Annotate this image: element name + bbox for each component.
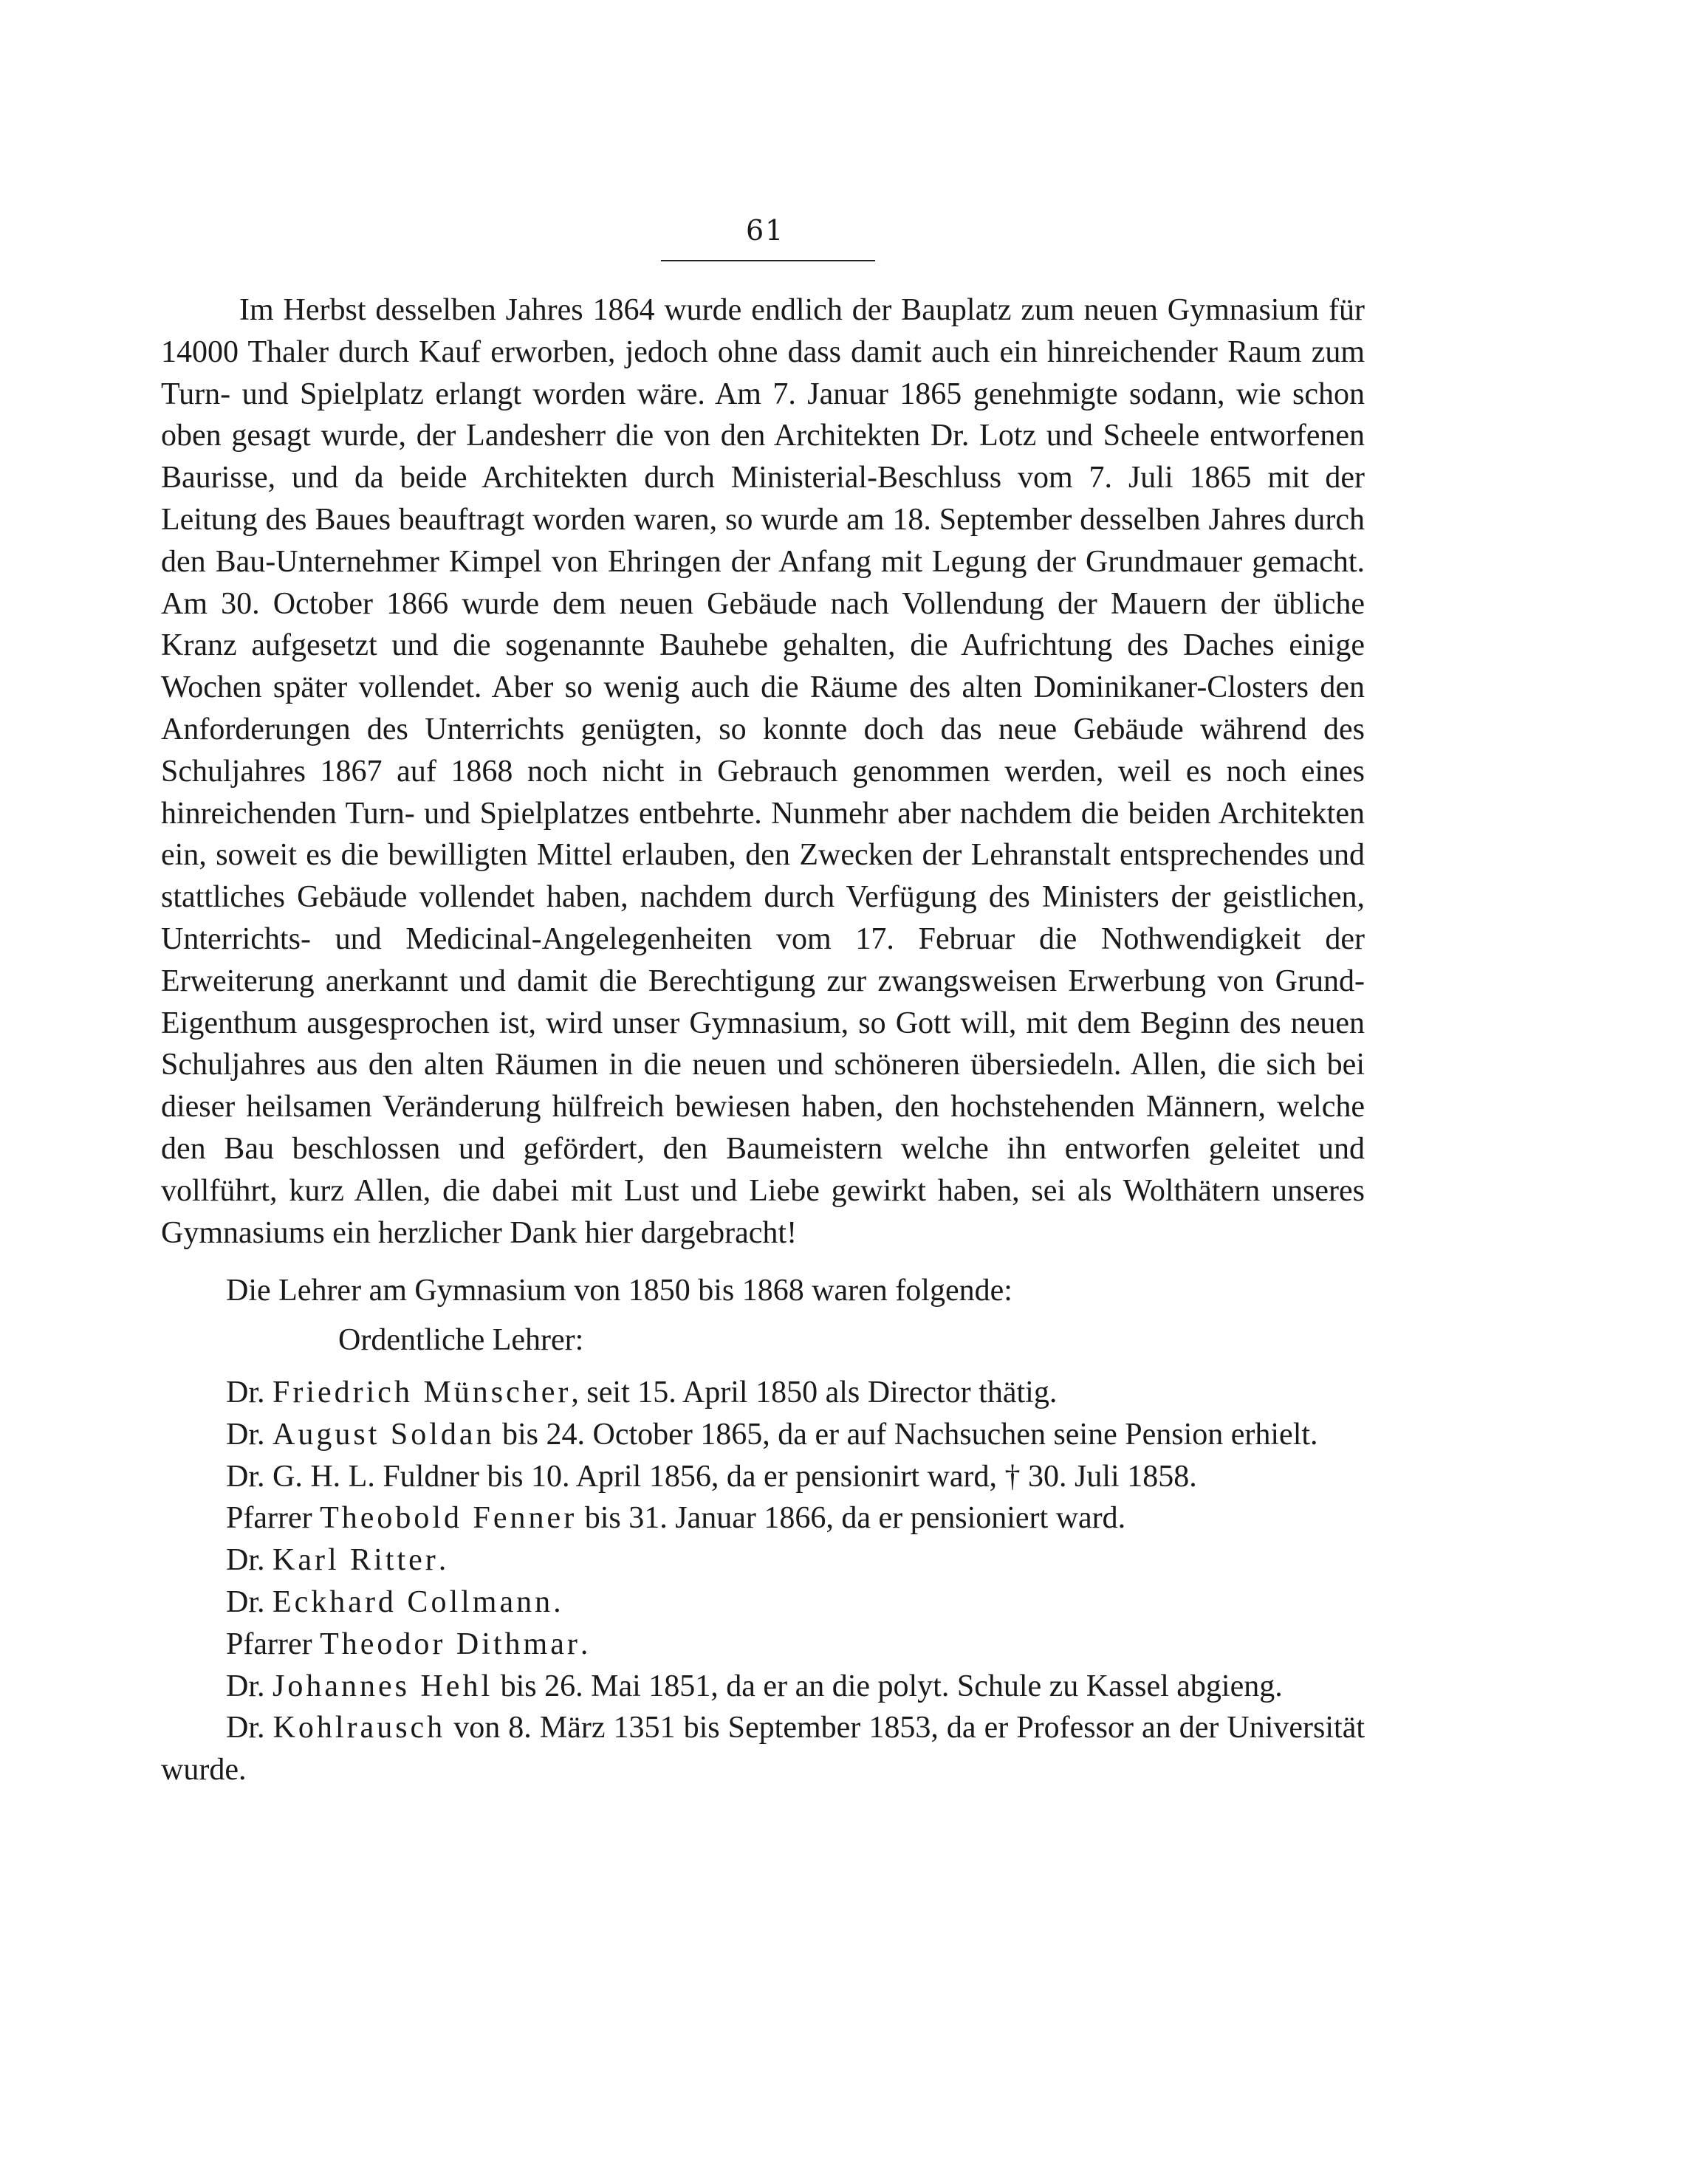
page-number-rule (661, 260, 875, 261)
teacher-entry (161, 1414, 1365, 1456)
teacher-details: bis 26. Mai 1851, da er an die polyt. Schule zu Kassel abgieng. (493, 1669, 1283, 1703)
teacher-title: Dr. (226, 1711, 265, 1745)
teacher-name: Karl Ritter (273, 1543, 439, 1578)
teacher-name: Johannes Hehl (273, 1669, 493, 1703)
teacher-title: Dr. (226, 1375, 265, 1409)
teacher-list (161, 1372, 1365, 1791)
teachers-heading: Die Lehrer am Gymnasium von 1850 bis 1868 waren folgende: (226, 1274, 1012, 1308)
teacher-title: Dr. (226, 1417, 265, 1452)
history-paragraph: Im Herbst desselben Jahres 1864 wurde endlich der Bauplatz zum neuen Gymnasium für 14000 Thaler durch Kauf erworben, jedoch ohne dass damit auch ein hinreichender Raum zum Turn- und Spielplatz erlangt worden wäre. Am 7. Januar 1865 genehmigte sodann, wie schon oben gesagt wurde, der Landesherr die von den Architekten Dr. Lotz und Scheele entworfenen Baurisse, und da beide Architekten durch Ministerial-Beschluss vom 7. Juli 1865 mit der Leitung des Baues beauftragt worden waren, so wurde am 18. September desselben Jahres durch den Bau-Unternehmer Kimpel von Ehringen der Anfang mit Legung der Grundmauer gemacht. Am 30. October 1866 wurde dem neuen Gebäude nach Vollendung der Mauern der übliche Kranz aufgesetzt und die sogenannte Bauhebe gehalten, die Aufrichtung des Daches einige Wochen später vollendet. Aber so wenig auch die Räume des alten Dominikaner-Closters den Anforderungen des Unterrichts genügten, so konnte doch das neue Gebäude während des Schuljahres 1867 auf 1868 noch nicht in Gebrauch genommen werden, weil es noch eines hinreichenden Turn- und Spielplatzes entbehrte. Nunmehr aber nachdem die beiden Architekten ein, soweit es die bewilligten Mittel erlauben, den Zwecken der Lehranstalt entsprechendes und stattliches Gebäude vollendet haben, nachdem durch Verfügung des Ministers der geistlichen, Unterrichts- und Medicinal-Angelegenheiten vom 17. Februar die Nothwendigkeit der Erweiterung anerkannt und damit die Berechtigung zur zwangsweisen Erwerbung von Grund-Eigenthum ausgesprochen ist, wird unser Gymnasium, so Gott will, mit dem Beginn des neuen Schuljahres aus den alten Räumen in die neuen und schöneren übersiedeln. Allen, die sich bei dieser heilsamen Veränderung hülfreich bewiesen haben, den hochstehenden Männern, welche den Bau beschlossen und gefördert, den Baumeistern welche ihn entworfen geleitet und vollführt, kurz Allen, die dabei mit Lust und Liebe gewirkt haben, sei als Wolthätern unseres Gymnasiums ein herzlicher Dank hier dargebracht! (161, 293, 1365, 1250)
teacher-entry (161, 1539, 1365, 1582)
page-number: 61 (746, 214, 785, 247)
teacher-details: , seit 15. April 1850 als Director thätig. (571, 1375, 1058, 1409)
teacher-title: Pfarrer (226, 1627, 312, 1661)
teacher-title: Pfarrer (226, 1501, 312, 1536)
teacher-entry (161, 1497, 1365, 1539)
teacher-name: Theodor Dithmar (320, 1627, 580, 1661)
teacher-title: Dr. (226, 1584, 265, 1619)
teacher-details: bis 24. October 1865, da er auf Nachsuchen seine Pension erhielt. (494, 1417, 1318, 1452)
teacher-entry (161, 1707, 1365, 1791)
teacher-name: Kohlrausch (273, 1711, 446, 1745)
teacher-entry (161, 1372, 1365, 1414)
teacher-details: von 8. März 1351 bis September 1853, da er Professor an der Universität wurde. (161, 1711, 1365, 1788)
teacher-entry (161, 1456, 1365, 1498)
teacher-name: Eckhard Collmann (273, 1584, 554, 1619)
teacher-details: . (438, 1543, 447, 1578)
teachers-subheading: Ordentliche Lehrer: (338, 1323, 584, 1358)
teacher-entry (161, 1582, 1365, 1624)
teacher-title: Dr. (226, 1543, 265, 1578)
teacher-details: . (580, 1627, 589, 1661)
teacher-details: . (553, 1584, 561, 1619)
body-text (161, 289, 1365, 1791)
teacher-name: Friedrich Münscher (273, 1375, 572, 1409)
teacher-name: August Soldan (273, 1417, 495, 1452)
teacher-title: Dr. (226, 1459, 265, 1494)
teacher-entry (161, 1666, 1365, 1708)
teacher-title: Dr. (226, 1669, 265, 1703)
teacher-details: bis 10. April 1856, da er pensionirt ward, † 30. Juli 1858. (479, 1459, 1197, 1494)
teacher-details: bis 31. Januar 1866, da er pensioniert ward. (577, 1501, 1126, 1536)
teacher-name: G. H. L. Fuldner (273, 1459, 479, 1494)
teacher-name: Theobold Fenner (320, 1501, 578, 1536)
teacher-entry (161, 1624, 1365, 1666)
